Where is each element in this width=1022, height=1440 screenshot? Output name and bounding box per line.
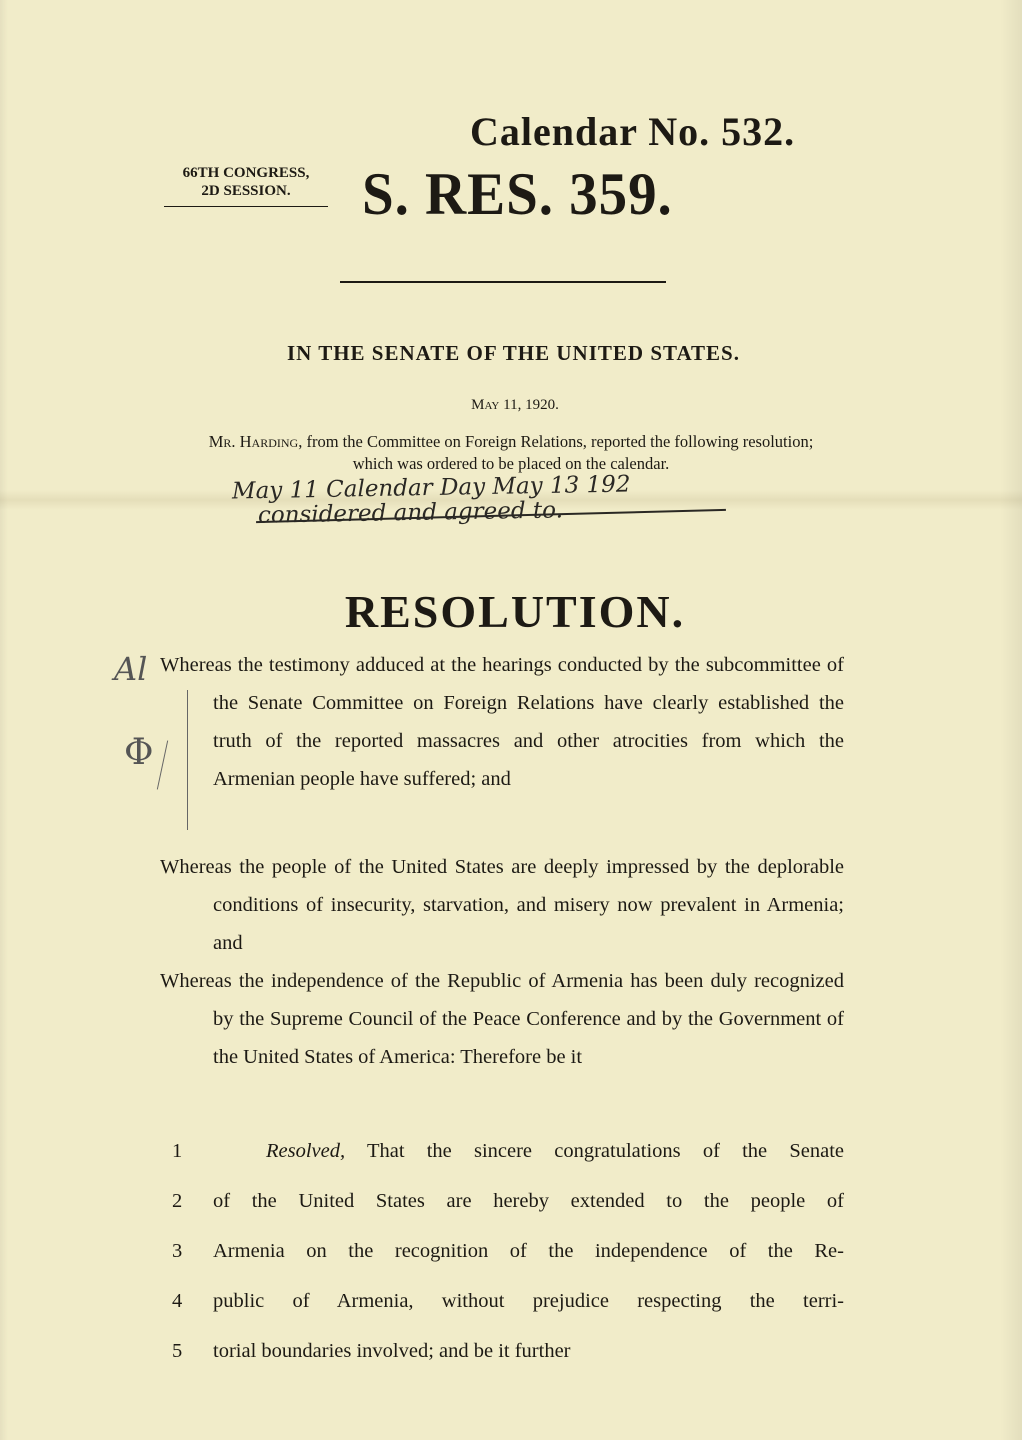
resolved-section: [172, 1126, 844, 1376]
numbered-line: [172, 1276, 844, 1326]
line-number: 1: [172, 1139, 183, 1162]
calendar-number: Calendar No. 532.: [470, 109, 796, 154]
whereas-text: Whereas the testimony adduced at the hearings conducted by the subcommittee of the Senate Committee on Foreign Relations have clearly established the truth of the reported massacres and other atrocities from which the Armenian people have suffered; and: [160, 654, 844, 790]
sponsor-name: Mr. Harding: [208, 432, 299, 451]
line-text: torial boundaries involved; and be it further: [213, 1339, 571, 1362]
chamber-heading: IN THE SENATE OF THE UNITED STATES.: [287, 341, 740, 365]
line-number: 5: [172, 1339, 183, 1362]
line-text: of the United States are hereby extended to the people of: [213, 1189, 844, 1212]
congress-line: 66TH CONGRESS,: [182, 165, 310, 181]
margin-mark-2: Φ: [124, 732, 154, 773]
line-text: public of Armenia, without prejudice respecting the terri-: [213, 1289, 844, 1312]
line-number: 3: [172, 1239, 183, 1262]
header-divider: [340, 281, 666, 283]
line-number: 4: [172, 1289, 183, 1312]
bill-number: S. RES. 359.: [362, 161, 673, 227]
resolved-lead: Resolved,: [266, 1139, 346, 1162]
line-number: 2: [172, 1189, 183, 1212]
numbered-line: [172, 1326, 844, 1376]
whereas-clause-3: [160, 962, 844, 1076]
date-line: May 11, 1920.: [471, 397, 559, 413]
whereas-text: Whereas the people of the United States are deeply impressed by the deplorable conditions of insecurity, starvation, and misery now prevalent in Armenia; and: [160, 856, 844, 954]
line-text: Armenia on the recognition of the independence of the Re-: [213, 1239, 844, 1262]
numbered-line: [172, 1176, 844, 1226]
reported-text: , from the Committee on Foreign Relations, reported the following resolution; which was ordered to be placed on the calendar.: [298, 432, 814, 473]
reported-paragraph: [200, 431, 822, 475]
handwritten-note-line2: considered and agreed to.: [257, 497, 564, 529]
line-text-body: That the sincere congratulations of the Senate: [345, 1139, 844, 1162]
margin-mark-1: Al: [114, 650, 148, 688]
resolution-title: RESOLUTION.: [344, 586, 686, 637]
whereas-text: Whereas the independence of the Republic of Armenia has been duly recognized by the Supreme Council of the Peace Conference and by the Government of the United States of America: Therefore be it: [160, 970, 844, 1068]
session-line: 2D SESSION.: [201, 183, 291, 199]
congress-session: [164, 164, 328, 207]
whereas-clause-1: [160, 646, 844, 798]
numbered-line: [172, 1226, 844, 1276]
line-text: [213, 1140, 844, 1163]
congress-rule: [164, 206, 328, 207]
numbered-line: [172, 1126, 844, 1176]
whereas-clause-2: [160, 848, 844, 962]
handwritten-note-line1: May 11 Calendar Day May 13 192: [231, 471, 631, 505]
